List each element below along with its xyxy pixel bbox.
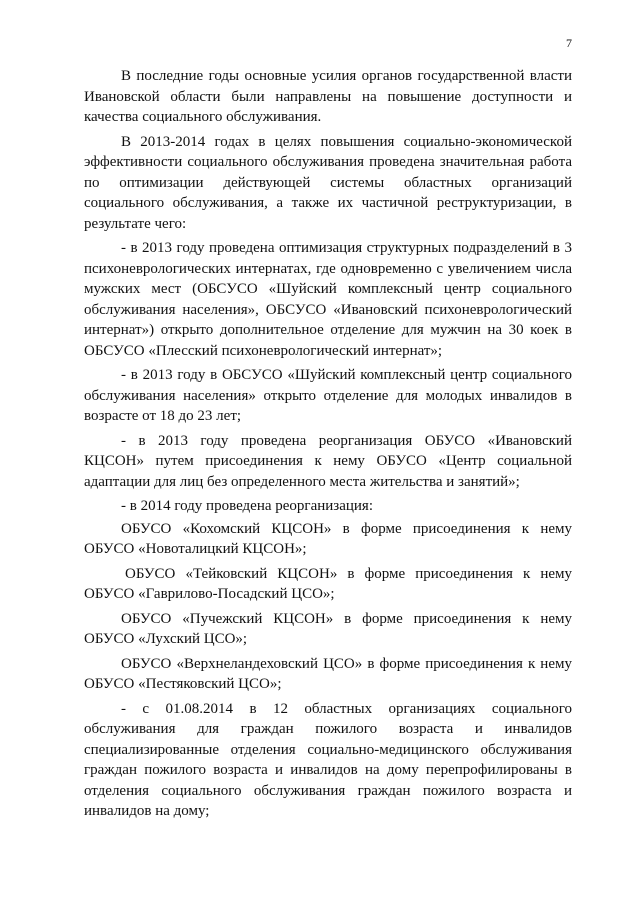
paragraph-1: В последние годы основные усилия органов государственной власти Ивановской области были направлены на повышение доступности и качества социального обслуживания. <box>84 68 572 125</box>
paragraph-10: ОБУСО «Верхнеландеховский ЦСО» в форме присоединения к нему ОБУСО «Пестяковский ЦСО»; <box>84 655 572 692</box>
paragraph-6: - в 2014 году проведена реорганизация: <box>121 498 373 514</box>
page-number: 7 <box>566 36 572 50</box>
paragraph-8: ОБУСО «Тейковский КЦСОН» в форме присоединения к нему ОБУСО «Гаврилово-Посадский ЦСО»; <box>84 565 572 602</box>
paragraph-11: - с 01.08.2014 в 12 областных организациях социального обслуживания для граждан пожилого возраста и инвалидов специализированные отделения социально-медицинского обслуживания граждан пожилого возраста и инвалидов на дому перепрофилированы в отделения социального обслуживания граждан пожилого возраста и инвалидов на дому; <box>84 700 572 819</box>
paragraph-7: ОБУСО «Кохомский КЦСОН» в форме присоединения к нему ОБУСО «Новоталицкий КЦСОН»; <box>84 520 572 557</box>
paragraph-3: - в 2013 году проведена оптимизация структурных подразделений в 3 психоневрологических интернатах, где одновременно с увеличением числа мужских мест (ОБСУСО «Шуйский комплексный центр социального обслуживания населения», ОБСУСО «Ивановский психоневрологический интернат») открыто дополнительное отделение для мужчин на 30 коек в ОБСУСО «Плесский психоневрологический интернат»; <box>84 240 572 359</box>
paragraph-2: В 2013-2014 годах в целях повышения социально-экономической эффективности социального обслуживания проведена значительная работа по оптимизации действующей системы областных организаций социального обслуживания, а также их частичной реструктуризации, в результате чего: <box>84 133 572 232</box>
paragraph-5: - в 2013 году проведена реорганизация ОБУСО «Ивановский КЦСОН» путем присоединения к нему ОБУСО «Центр социальной адаптации для лиц без определенного места жительства и занятий»; <box>84 432 572 490</box>
document-text <box>84 66 572 826</box>
paragraph-9: ОБУСО «Пучежский КЦСОН» в форме присоединения к нему ОБУСО «Лухский ЦСО»; <box>84 610 572 647</box>
paragraph-4: - в 2013 году в ОБСУСО «Шуйский комплексный центр социального обслуживания населения» открыто отделение для молодых инвалидов в возрасте от 18 до 23 лет; <box>84 367 572 424</box>
